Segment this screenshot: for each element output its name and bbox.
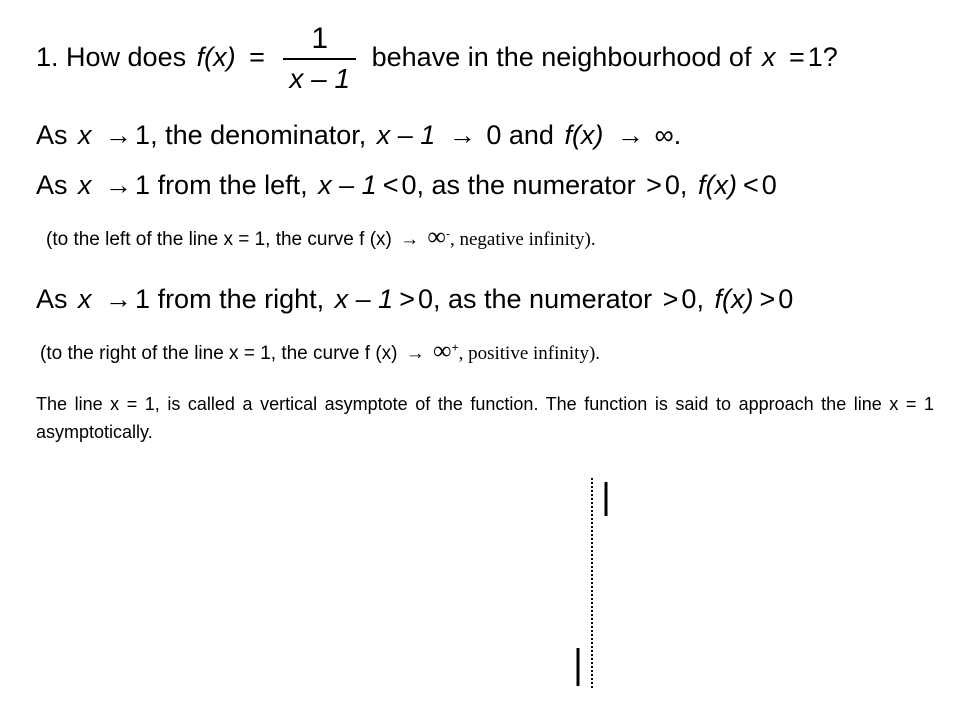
variable-x: x [761,42,776,73]
as-word: As [36,120,68,150]
denominator-text: the denominator, [165,120,367,150]
less-than-symbol: < [382,170,399,200]
numerator-text: 0, as the numerator [401,170,636,200]
infinity-symbol: ∞ [427,222,446,251]
zero-comma: 0, [681,284,704,314]
denominator-expr: x – 1 [318,170,377,200]
arrow-icon: → [405,343,425,364]
fraction [283,22,356,96]
question-prefix: 1. How does [36,42,187,73]
zero-and: 0 and [486,120,554,150]
fraction-denominator: x – 1 [289,63,351,94]
function-fx: f(x) [714,284,754,314]
variable-x: x [78,170,92,200]
equals-sign-2: = [788,42,805,73]
arrow-symbol: → [105,284,133,314]
arrow-symbol: → [105,170,133,200]
right-note-prefix: (to the right of the line x = 1, the curve f (x) [40,343,398,364]
numerator-text: 0, as the numerator [417,284,653,314]
limit-value: 1, [135,120,158,150]
denominator-expr: x – 1 [376,120,436,150]
right-note-suffix: , positive infinity). [458,343,601,364]
left-note [46,222,596,252]
question-middle: behave in the neighbourhood of [371,42,752,73]
minus-superscript: - [445,226,450,241]
limit-line [36,120,681,151]
fraction-numerator: 1 [283,22,356,60]
arrow-symbol: → [105,120,133,150]
asymptote-definition: The line x = 1, is called a vertical asymptote of the function. The function is said to approach the line x = 1 asymptotically. [36,394,934,442]
less-than-symbol-2: < [742,170,759,200]
right-note [40,336,600,366]
from-left-text: 1 from the left, [135,170,308,200]
greater-than-symbol: > [399,284,415,314]
question-heading [36,22,838,96]
greater-than-symbol: > [646,170,662,200]
variable-x: x [78,284,92,314]
infinity-symbol: ∞. [654,120,682,150]
equals-sign: = [249,42,265,73]
left-limit-line [36,170,777,201]
infinity-symbol: ∞ [433,336,452,365]
right-limit-line [36,284,793,315]
arrow-symbol-3: → [616,120,644,150]
variable-x: x [78,120,92,150]
function-fx: f(x) [196,42,236,73]
function-fx: f(x) [564,120,604,150]
zero-value: 0 [778,284,794,314]
plus-superscript: + [451,340,459,355]
greater-than-symbol-3: > [759,284,776,314]
zero-value: 0 [761,170,777,200]
function-fx: f(x) [697,170,737,200]
zero-comma: 0, [664,170,688,200]
left-note-suffix: , negative infinity). [449,229,596,250]
denominator-expr: x – 1 [334,284,394,314]
left-note-prefix: (to the left of the line x = 1, the curve f (x) [46,229,392,250]
as-word: As [36,284,68,314]
arrow-symbol-2: → [448,120,476,150]
as-word: As [36,170,68,200]
asymptote-diagram [570,476,630,696]
from-right-text: 1 from the right, [135,284,325,314]
arrow-icon: → [400,229,420,250]
greater-than-symbol-2: > [662,284,679,314]
question-end: 1? [807,42,838,73]
